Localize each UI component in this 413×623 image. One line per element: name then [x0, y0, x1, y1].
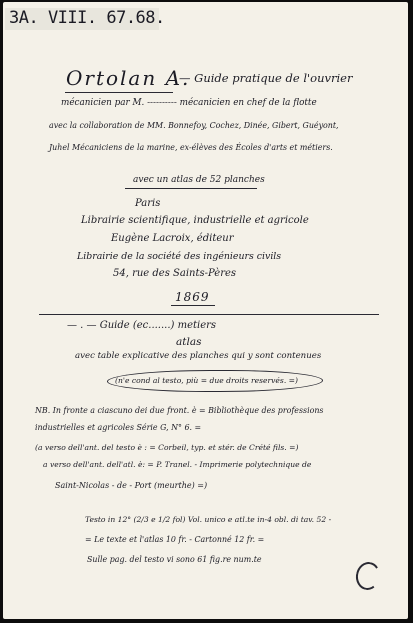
year-underline	[171, 305, 215, 306]
note-line-1: NB. In fronte a ciascuno dei due front. è = Bibliothèque des professions	[35, 406, 324, 415]
entry-line-4: (n'e cond al testo, più = due droits reservés. =)	[115, 376, 298, 385]
publisher-line-1: Librairie scientifique, industrielle et agricole	[81, 215, 309, 226]
author-name: Ortolan A.	[66, 66, 191, 90]
entry-line-1: — . — Guide (ec.......) metiers	[67, 320, 217, 331]
entry-line-2: atlas	[176, 336, 202, 348]
catalog-card	[3, 2, 408, 619]
section-divider	[39, 314, 379, 315]
format-line-2: = Le texte et l'atlas 10 fr. - Cartonné 12 fr. =	[85, 535, 265, 544]
atlas-note: avec un atlas de 52 planches	[133, 175, 265, 185]
rights-note-loop	[107, 370, 323, 392]
title-line-1: — Guide pratique de l'ouvrier	[179, 71, 353, 85]
note-line-4: a verso dell'ant. dell'atl. è: = P. Tranel. - Imprimerie polytechnique de	[43, 460, 312, 469]
note-line-2: industrielles et agricoles Série G, N° 6. =	[35, 423, 202, 432]
handwritten-c-mark	[354, 560, 382, 592]
format-line-3: Sulle pag. del testo vi sono 61 fig.re num.te	[87, 555, 262, 564]
note-line-5: Saint-Nicolas - de - Port (meurthe) =)	[55, 481, 208, 490]
publisher-line-4: 54, rue des Saints-Pères	[113, 268, 237, 279]
author-underline	[65, 92, 173, 93]
entry-line-3: avec table explicative des planches qui y sont contenues	[75, 351, 322, 361]
catalog-number: 3A. VIII. 67.68.	[9, 8, 165, 28]
publisher-line-2: Eugène Lacroix, éditeur	[111, 233, 234, 244]
publication-year: 1869	[175, 290, 210, 304]
format-line-1: Testo in 12° (2/3 e 1/2 fol) Vol. unico e atl.te in-4 obl. di tav. 52 -	[85, 515, 332, 524]
atlas-note-rule	[125, 188, 257, 189]
title-line-3: avec la collaboration de MM. Bonnefoy, Cochez, Dinée, Gibert, Guéyont,	[49, 121, 339, 130]
note-line-3: (a verso dell'ant. del testo è : = Corbeil, typ. et stér. de Crété fils. =)	[35, 443, 299, 452]
publisher-line-3: Librairie de la société des ingénieurs civils	[77, 251, 282, 262]
title-line-2: mécanicien par M. ---------- mécanicien en chef de la flotte	[61, 98, 317, 108]
title-line-4: Juhel Mécaniciens de la marine, ex-élèves des Écoles d'arts et métiers.	[49, 143, 333, 152]
publisher-city: Paris	[135, 198, 161, 209]
